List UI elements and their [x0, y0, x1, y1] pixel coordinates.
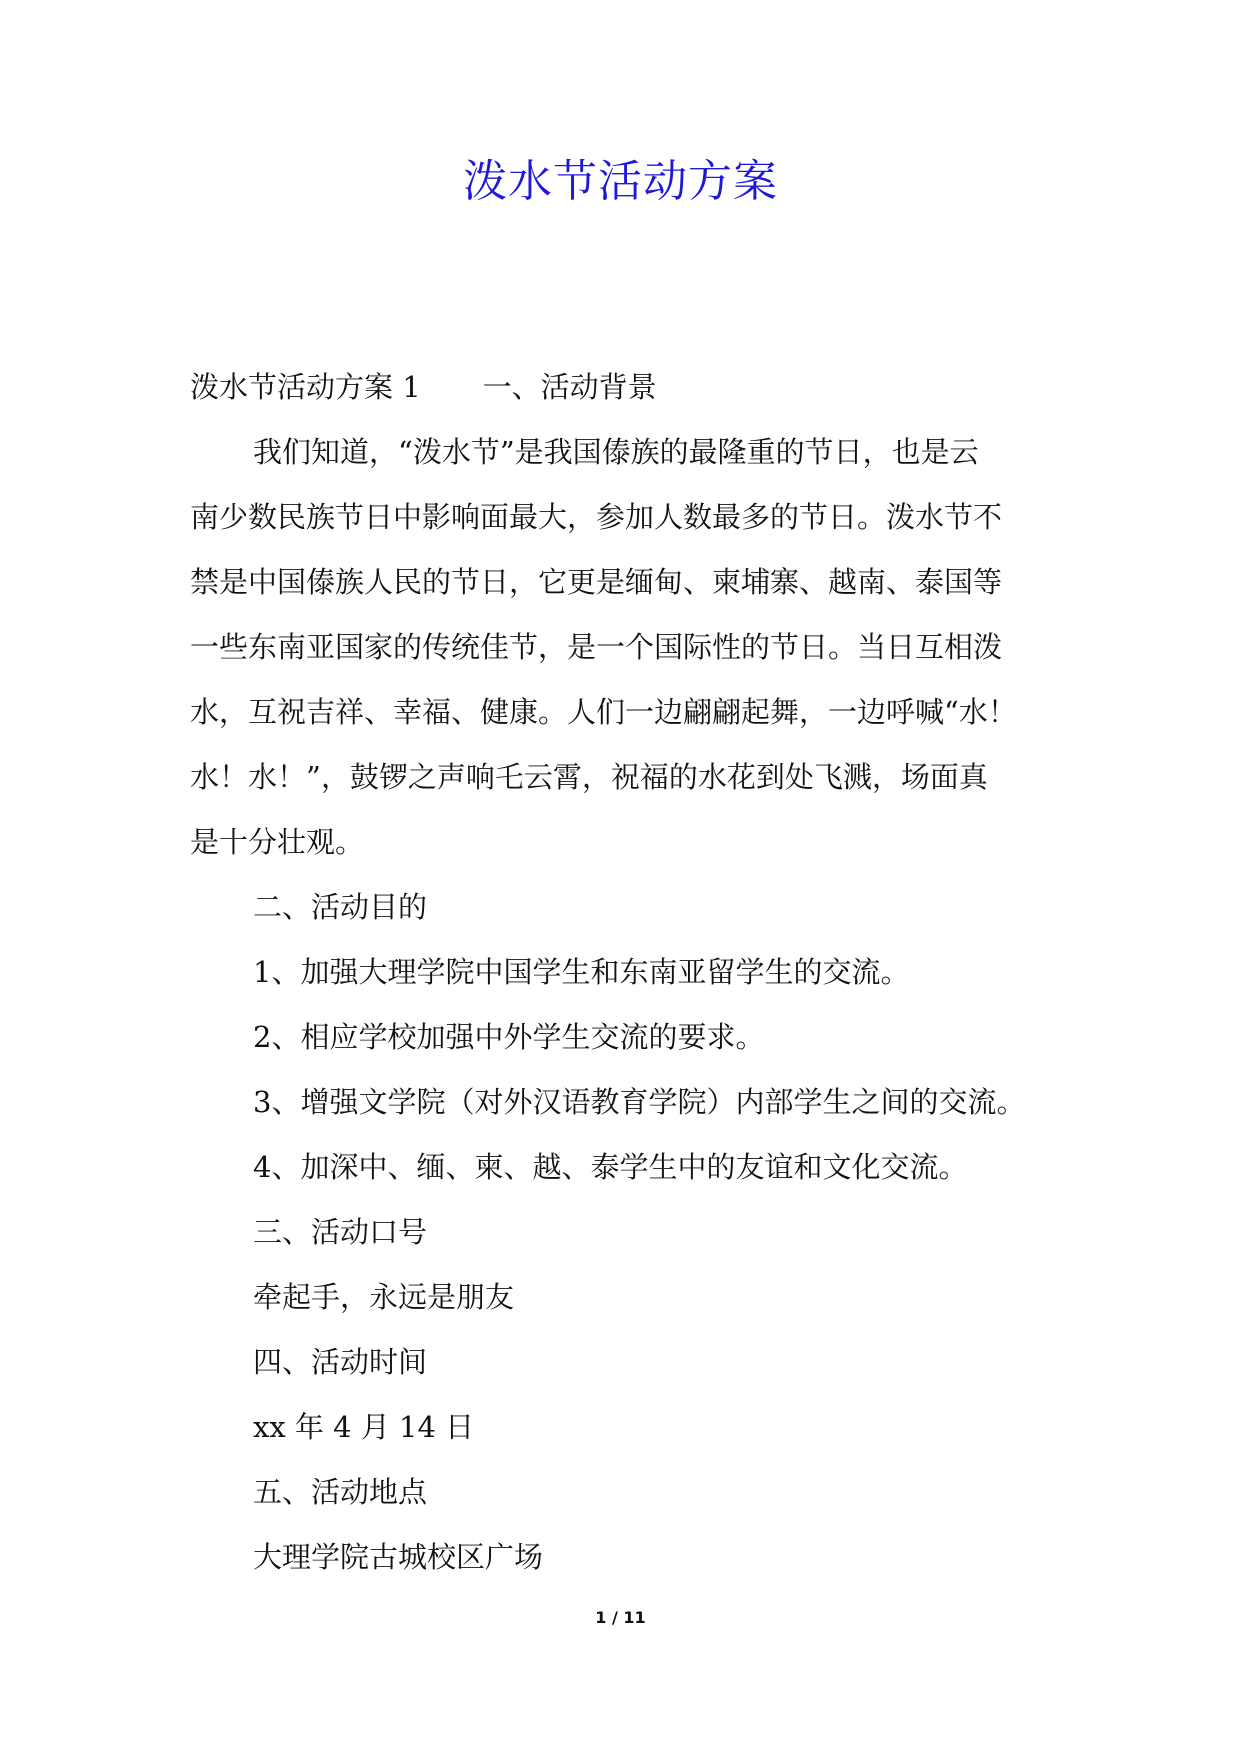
goal-item: 2、相应学校加强中外学生交流的要求。: [253, 1020, 765, 1054]
background-line: 一些东南亚国家的传统佳节，是一个国际性的节日。当日互相泼: [190, 630, 1003, 664]
section4-heading: 四、活动时间: [253, 1345, 428, 1379]
background-line: 是十分壮观。: [190, 825, 365, 859]
section5-heading: 五、活动地点: [253, 1475, 428, 1509]
background-line: 水！水！”，鼓锣之声响乇云霄，祝福的水花到处飞溅，场面真: [190, 760, 988, 794]
goal-item: 4、加深中、缅、柬、越、泰学生中的友谊和文化交流。: [253, 1150, 968, 1184]
goal-item: 3、增强文学院（对外汉语教育学院）内部学生之间的交流。: [253, 1085, 1026, 1119]
slogan-text: 牵起手，永远是朋友: [253, 1280, 515, 1314]
section2-heading: 二、活动目的: [253, 890, 428, 924]
background-line: 水，互祝吉祥、幸福、健康。人们一边翩翩起舞，一边呼喊“水！: [190, 695, 1017, 729]
section1-heading: 一、活动背景: [482, 370, 657, 404]
first-line: [190, 355, 1070, 420]
background-line: 禁是中国傣族人民的节日，它更是缅甸、柬埔寨、越南、泰国等: [190, 565, 1003, 599]
page-number: 1 / 11: [595, 1608, 646, 1627]
goal-item: 1、加强大理学院中国学生和东南亚留学生的交流。: [253, 955, 910, 989]
section3-heading: 三、活动口号: [253, 1215, 428, 1249]
background-line: 我们知道，“泼水节”是我国傣族的最隆重的节日，也是云: [253, 435, 979, 469]
document-body: [190, 355, 1070, 1590]
document-title: 泼水节活动方案: [463, 156, 778, 207]
location-text: 大理学院古城校区广场: [253, 1540, 544, 1574]
plan-number-label: 泼水节活动方案 1: [190, 370, 421, 404]
date-text: xx 年 4 月 14 日: [253, 1410, 475, 1444]
background-line: 南少数民族节日中影响面最大，参加人数最多的节日。泼水节不: [190, 500, 1003, 534]
